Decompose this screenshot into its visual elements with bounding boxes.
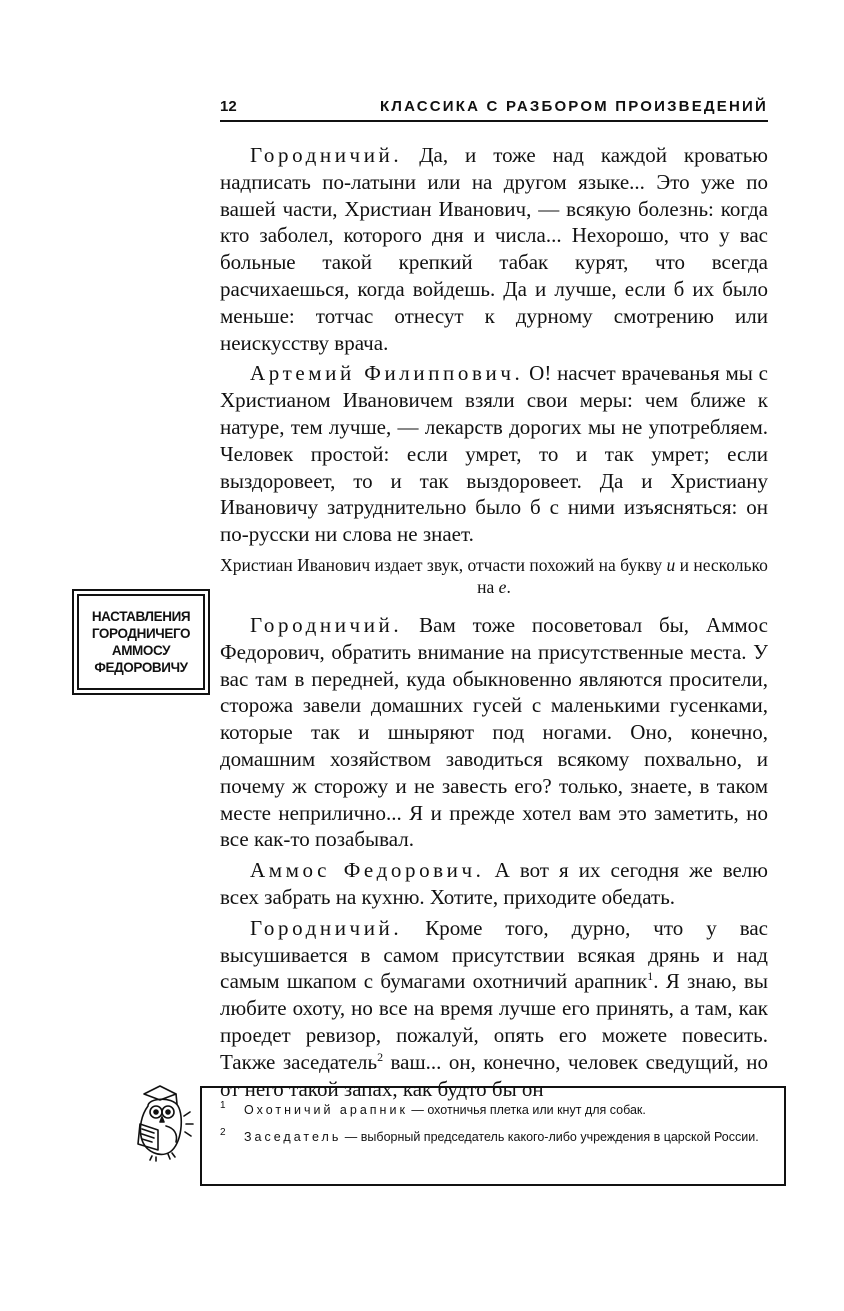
paragraph bbox=[220, 360, 768, 548]
footnote-term: Заседатель bbox=[244, 1130, 342, 1144]
footnote-number: 2 bbox=[220, 1127, 226, 1138]
footnote bbox=[220, 1102, 766, 1119]
footnote-dash: — bbox=[407, 1103, 428, 1117]
owl-reading-book-icon bbox=[130, 1082, 196, 1162]
footnote-number: 1 bbox=[220, 1100, 226, 1111]
stage-text: Христиан Иванович издает звук, отчасти похожий на букву bbox=[220, 554, 667, 575]
stage-letter: е bbox=[498, 576, 507, 597]
speaker-name: Городничий. bbox=[250, 143, 403, 167]
margin-note-line: ФЕДОРОВИЧУ bbox=[94, 660, 188, 675]
margin-note-line: АММОСУ bbox=[111, 643, 171, 658]
speech-text: Кроме того, дурно, что у вас высушивается в самом присутствии всякая дрянь и над самым шкапом с бумагами охотничий арапник bbox=[220, 915, 768, 994]
stage-direction bbox=[220, 554, 768, 598]
margin-note-line: ГОРОДНИЧЕГО bbox=[91, 626, 191, 641]
footnote-text: охотничья плетка или кнут для собак. bbox=[427, 1103, 646, 1117]
speaker-name: Аммос Федорович. bbox=[250, 858, 485, 883]
speech-text: ваш... он, конечно, человек сведущий, но от него такой запах, как будто бы он bbox=[220, 1049, 769, 1101]
running-title: КЛАССИКА С РАЗБОРОМ ПРОИЗВЕДЕНИЙ bbox=[380, 98, 768, 115]
stage-letter: и bbox=[666, 554, 676, 575]
page-number: 12 bbox=[220, 98, 237, 115]
speaker-name: Городничий. bbox=[250, 612, 403, 637]
speaker-name: Артемий Филиппович. bbox=[250, 361, 524, 386]
margin-note bbox=[77, 594, 205, 690]
footnotes-box bbox=[200, 1086, 786, 1186]
speech-text: Да, и тоже над каждой кроватью надписать по-латыни или на другом языке... Это уже по вашей части, Христиан Иванович, — всякую болезнь: когда кто заболел, которого дня и числа... Нехорошо, что у вас больные такой крепкий табак курят, что всегда расчихаешься, когда войдешь. Да и лучше, если б их было меньше: тотчас отнесут к дурному смотрению или неискусству врача. bbox=[220, 143, 768, 355]
footnote-term: Охотничий арапник bbox=[244, 1103, 408, 1117]
paragraph bbox=[220, 857, 768, 911]
paragraph bbox=[220, 612, 768, 853]
footnote bbox=[220, 1129, 766, 1146]
speech-text: Вам тоже посоветовал бы, Аммос Федорович, обратить внимание на присутственные места. У вас там в передней, куда обыкновенно являются просители, сторожа завели домашних гусей с маленькими гусенками, которые так и шныряют под ногами. Оно, конечно, домашним хозяйством заводиться всякому похвально, и почему ж сторожу и не завесть его? только, знаете, в таком месте неприлично... Я и прежде хотел вам это заметить, но все как-то позабывал. bbox=[220, 612, 768, 852]
footnote-ref: 2 bbox=[377, 1049, 384, 1064]
play-text bbox=[220, 142, 768, 1106]
stage-text: . bbox=[506, 576, 511, 597]
footnote-dash: — bbox=[341, 1130, 361, 1144]
paragraph bbox=[220, 915, 768, 1103]
speech-text: . Я знаю, вы любите охоту, но все на время лучше его принять, а там, как проедет ревизор, пожалуй, опять его можете повесить. Также заседатель bbox=[220, 969, 768, 1074]
speech-text: А вот я их сегодня же велю всех забрать на кухню. Хотите, приходите обедать. bbox=[220, 858, 768, 909]
footnote-text: выборный председатель какого-либо учреждения в царской России. bbox=[360, 1130, 759, 1144]
footnote-ref: 1 bbox=[647, 969, 654, 984]
speech-text: О! насчет врачеванья мы с Христианом Ивановичем взяли свои меры: чем ближе к натуре, тем лучше, — лекарств дорогих мы не употребляем. Человек простой: если умрет, то и так умрет; если выздоровеет, то и так выздоровеет. Да и Христиану Ивановичу затруднительно было б с ними изъясняться: он по-русски ни слова не знает. bbox=[220, 361, 769, 547]
running-header bbox=[220, 98, 768, 122]
margin-note-line: НАСТАВЛЕНИЯ bbox=[91, 609, 191, 624]
stage-text: и несколько на bbox=[477, 554, 768, 597]
speaker-name: Городничий. bbox=[250, 915, 403, 940]
paragraph bbox=[220, 142, 768, 356]
